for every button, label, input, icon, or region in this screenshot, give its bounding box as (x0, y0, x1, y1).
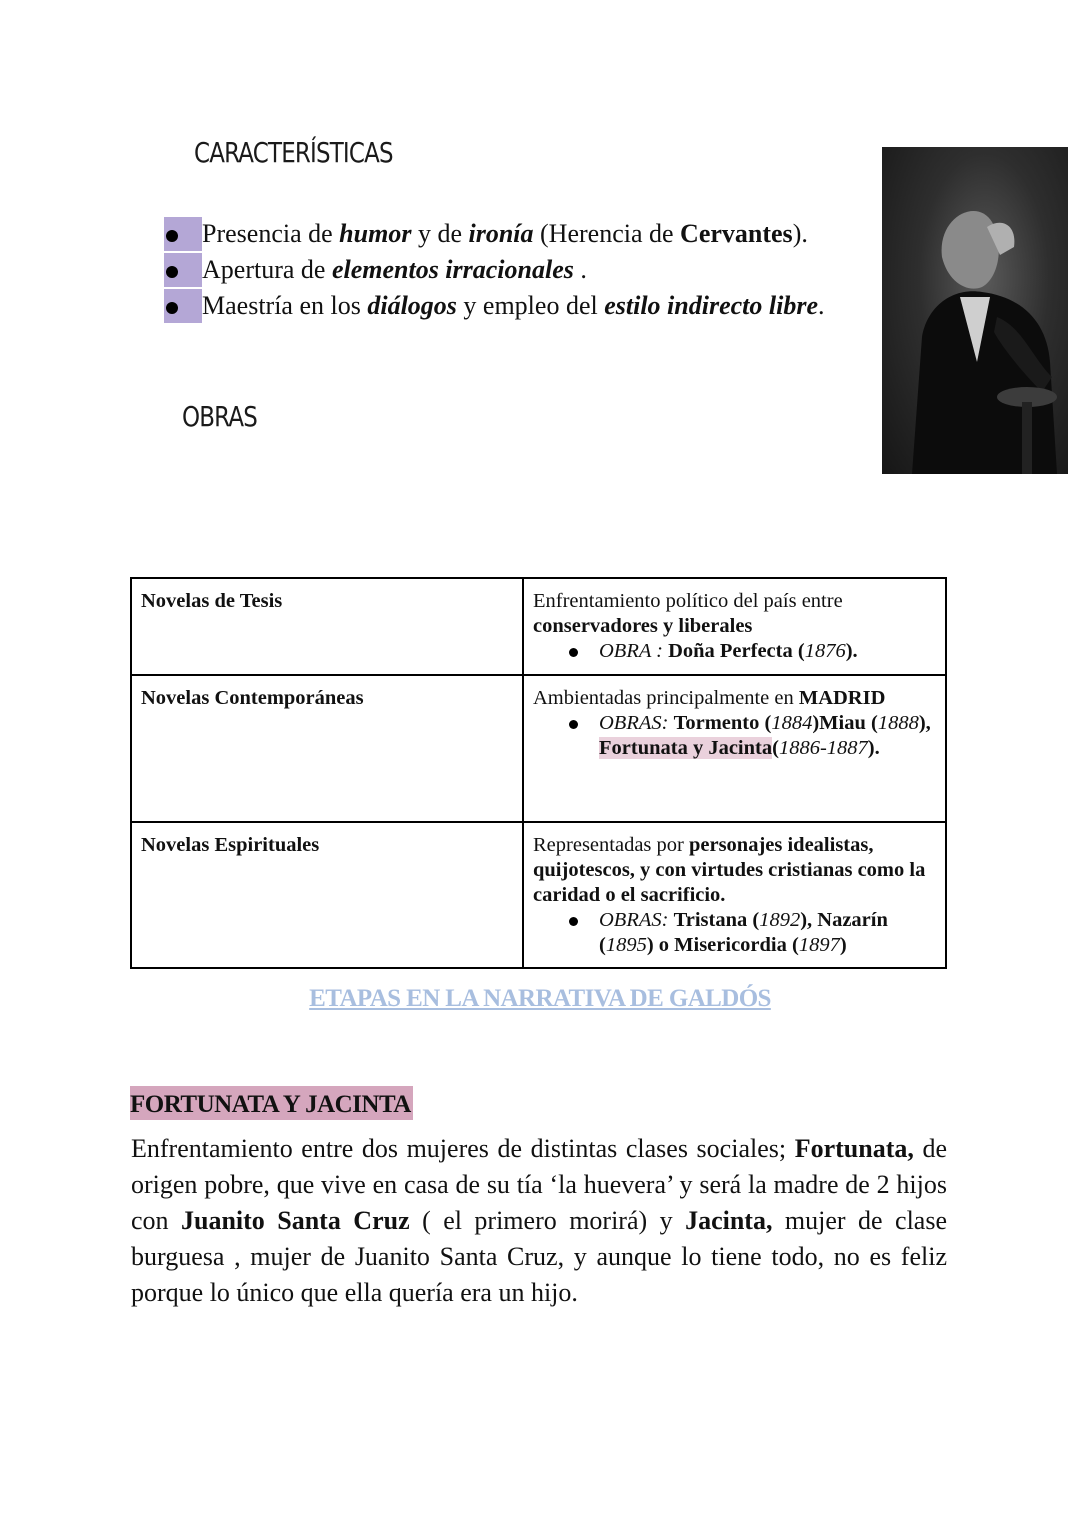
section-title-obras: OBRAS (182, 400, 258, 433)
fortunata-paragraph: Enfrentamiento entre dos mujeres de distintas clases sociales; Fortunata, de origen pobre, que vive en casa de su tía ‘la huevera’ y será la madre de 2 hijos con Juanito Santa Cruz ( el primero morirá) y Jacinta, mujer de clase burguesa , mujer de Juanito Santa Cruz, y aunque lo tiene todo, no es feliz porque lo único que ella quería era un hijo. (131, 1134, 947, 1307)
bullet-icon (569, 720, 578, 729)
table-row (131, 822, 946, 968)
works-list-item: OBRA : Doña Perfecta (1876). (599, 639, 936, 664)
novel-description-cell (523, 675, 946, 822)
bullet-icon (166, 302, 178, 314)
bullet-icon (569, 648, 578, 657)
author-portrait-photo (882, 147, 1068, 474)
novel-type-cell: Novelas Contemporáneas (131, 675, 523, 822)
table-row (131, 578, 946, 675)
list-item-text: Apertura de elementos irracionales . (202, 255, 587, 284)
list-item-text: Maestría en los diálogos y empleo del estilo indirecto libre. (202, 291, 825, 320)
section-title-caracteristicas: CARACTERÍSTICAS (194, 136, 393, 169)
works-list-item: OBRAS: Tristana (1892), Nazarín (1895) o Misericordia (1897) (599, 908, 936, 958)
portrait-figure-icon (882, 147, 1068, 474)
obras-table (130, 577, 947, 969)
bullet-icon (166, 266, 178, 278)
list-item-text: Presencia de humor y de ironía (Herencia de Cervantes). (202, 219, 808, 248)
novel-description: Ambientadas principalmente en MADRID (533, 687, 886, 709)
etapas-link[interactable]: ETAPAS EN LA NARRATIVA DE GALDÓS (309, 985, 771, 1012)
novel-description: Enfrentamiento político del país entre conservadores y liberales (533, 590, 843, 637)
novel-type-cell: Novelas Espirituales (131, 822, 523, 968)
novel-description-cell (523, 578, 946, 675)
novel-description-cell (523, 822, 946, 968)
table-row (131, 675, 946, 822)
works-list-item: OBRAS: Tormento (1884)Miau (1888), Fortunata y Jacinta(1886-1887). (599, 711, 936, 761)
bullet-icon (569, 917, 578, 926)
fortunata-title: FORTUNATA Y JACINTA (130, 1086, 413, 1120)
novel-type-cell: Novelas de Tesis (131, 578, 523, 675)
bullet-icon (166, 230, 178, 242)
novel-description: Representadas por personajes idealistas, quijotescos, y con virtudes cristianas como la caridad o el sacrificio. (533, 834, 926, 906)
